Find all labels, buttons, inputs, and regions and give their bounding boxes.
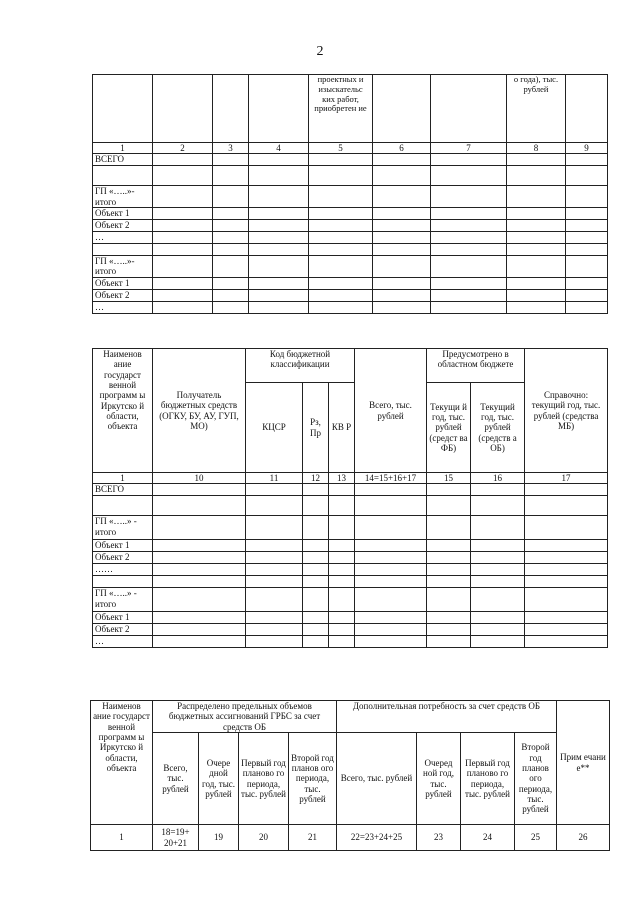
col-num: 9 (566, 143, 608, 154)
t1-h8: о года), тыс. рублей (507, 75, 566, 143)
table-row-label: Объект 2 (93, 624, 153, 636)
t3-header-name: Наименов ание государст венной программ ы Иркутско й области, объекта (91, 701, 153, 825)
table-row-label: … (93, 301, 153, 313)
t1-h5: проектных и изыскательс ких работ, приобретен ие (309, 75, 373, 143)
table-row-label: ГП «…..»-итого (93, 256, 153, 278)
t1-column-numbers (93, 143, 608, 154)
t3-header-second2: Второй год планов ого периода, тыс. рублей (515, 733, 557, 825)
t2-header-code: Код бюджетной классификации (246, 349, 355, 383)
table-row-label (93, 576, 153, 588)
t2-header-cur-ob: Текущий год, тыс. рублей (средств а ОБ) (471, 383, 525, 473)
table-1 (92, 74, 608, 314)
table-row-label: Объект 1 (93, 540, 153, 552)
t3-header-next2: Очеред ной год, тыс. рублей (417, 733, 461, 825)
table-row-label: … (93, 232, 153, 244)
col-num: 7 (431, 143, 507, 154)
t3-header-first2: Первый год планово го периода, тыс. рублей (461, 733, 515, 825)
col-num: 3 (213, 143, 249, 154)
t1-h2 (153, 75, 213, 143)
t1-h7 (431, 75, 507, 143)
col-num: 20 (239, 825, 289, 851)
t1-h1 (93, 75, 153, 143)
t1-h3 (213, 75, 249, 143)
col-num: 18=19+ 20+21 (153, 825, 199, 851)
t2-header-total: Всего, тыс. рублей (355, 349, 427, 473)
t3-header-first: Первый год планово го периода, тыс. рублей (239, 733, 289, 825)
t3-header-next: Очере дной год, тыс. рублей (199, 733, 239, 825)
table-row-label: … (93, 636, 153, 648)
table-row-label: ГП «…..»-итого (93, 186, 153, 208)
t3-header-note: Прим ечани е** (557, 701, 610, 825)
table-row-label: ГП «…..» - итого (93, 588, 153, 612)
t2-header-name: Наименов ание государст венной программ ы Иркутско й области, объекта (93, 349, 153, 473)
table-row-label (93, 166, 153, 186)
t2-header-kvr: КВ Р (329, 383, 355, 473)
table-row-label: Объект 1 (93, 277, 153, 289)
col-num: 12 (303, 473, 329, 484)
t2-header-planned: Предусмотрено в областном бюджете (427, 349, 525, 383)
table-row-label: Объект 1 (93, 612, 153, 624)
col-num: 21 (289, 825, 337, 851)
col-num: 14=15+16+17 (355, 473, 427, 484)
table-row-label: Объект 1 (93, 208, 153, 220)
t1-h4 (249, 75, 309, 143)
col-num: 1 (93, 143, 153, 154)
t3-header-distributed: Распределено предельных объемов бюджетных ассигнований ГРБС за счет средств ОБ (153, 701, 337, 733)
col-num: 23 (417, 825, 461, 851)
t2-header-kcsr: КЦСР (246, 383, 303, 473)
table-row-label: Объект 2 (93, 220, 153, 232)
t3-header-total2: Всего, тыс. рублей (337, 733, 417, 825)
col-num: 11 (246, 473, 303, 484)
t1-h9 (566, 75, 608, 143)
table-row-label: ВСЕГО (93, 154, 153, 166)
col-num: 8 (507, 143, 566, 154)
col-num: 24 (461, 825, 515, 851)
t2-column-numbers (93, 473, 608, 484)
t3-header-additional: Дополнительная потребность за счет средств ОБ (337, 701, 557, 733)
table-row-label: ГП «…..» - итого (93, 516, 153, 540)
col-num: 6 (373, 143, 431, 154)
table-row-label: Объект 2 (93, 289, 153, 301)
col-num: 4 (249, 143, 309, 154)
t2-header-cur-fb: Текущи й год, тыс. рублей (средст ва ФБ) (427, 383, 471, 473)
col-num: 1 (91, 825, 153, 851)
t3-header-total: Всего, тыс. рублей (153, 733, 199, 825)
table-row-label: Объект 2 (93, 552, 153, 564)
t2-header-recipient: Получатель бюджетных средств (ОГКУ, БУ, АУ, ГУП, МО) (153, 349, 246, 473)
col-num: 13 (329, 473, 355, 484)
col-num: 16 (471, 473, 525, 484)
t1-h6 (373, 75, 431, 143)
col-num: 19 (199, 825, 239, 851)
page-number: 2 (316, 44, 324, 59)
col-num: 15 (427, 473, 471, 484)
t3-header-second: Второй год планов ого периода, тыс. рублей (289, 733, 337, 825)
col-num: 2 (153, 143, 213, 154)
table-2 (92, 348, 608, 648)
table-3 (90, 700, 610, 851)
t2-header-rzpr: Рз, Пр (303, 383, 329, 473)
t2-header-ref: Справочно: текущий год, тыс. рублей (средства МБ) (525, 349, 608, 473)
table-row-label: ВСЕГО (93, 484, 153, 496)
col-num: 10 (153, 473, 246, 484)
col-num: 25 (515, 825, 557, 851)
col-num: 1 (93, 473, 153, 484)
table-row-label: …… (93, 564, 153, 576)
col-num: 26 (557, 825, 610, 851)
col-num: 5 (309, 143, 373, 154)
t3-column-numbers (91, 825, 610, 851)
table-row-label (93, 496, 153, 516)
col-num: 17 (525, 473, 608, 484)
table-row-label (93, 244, 153, 256)
col-num: 22=23+24+25 (337, 825, 417, 851)
